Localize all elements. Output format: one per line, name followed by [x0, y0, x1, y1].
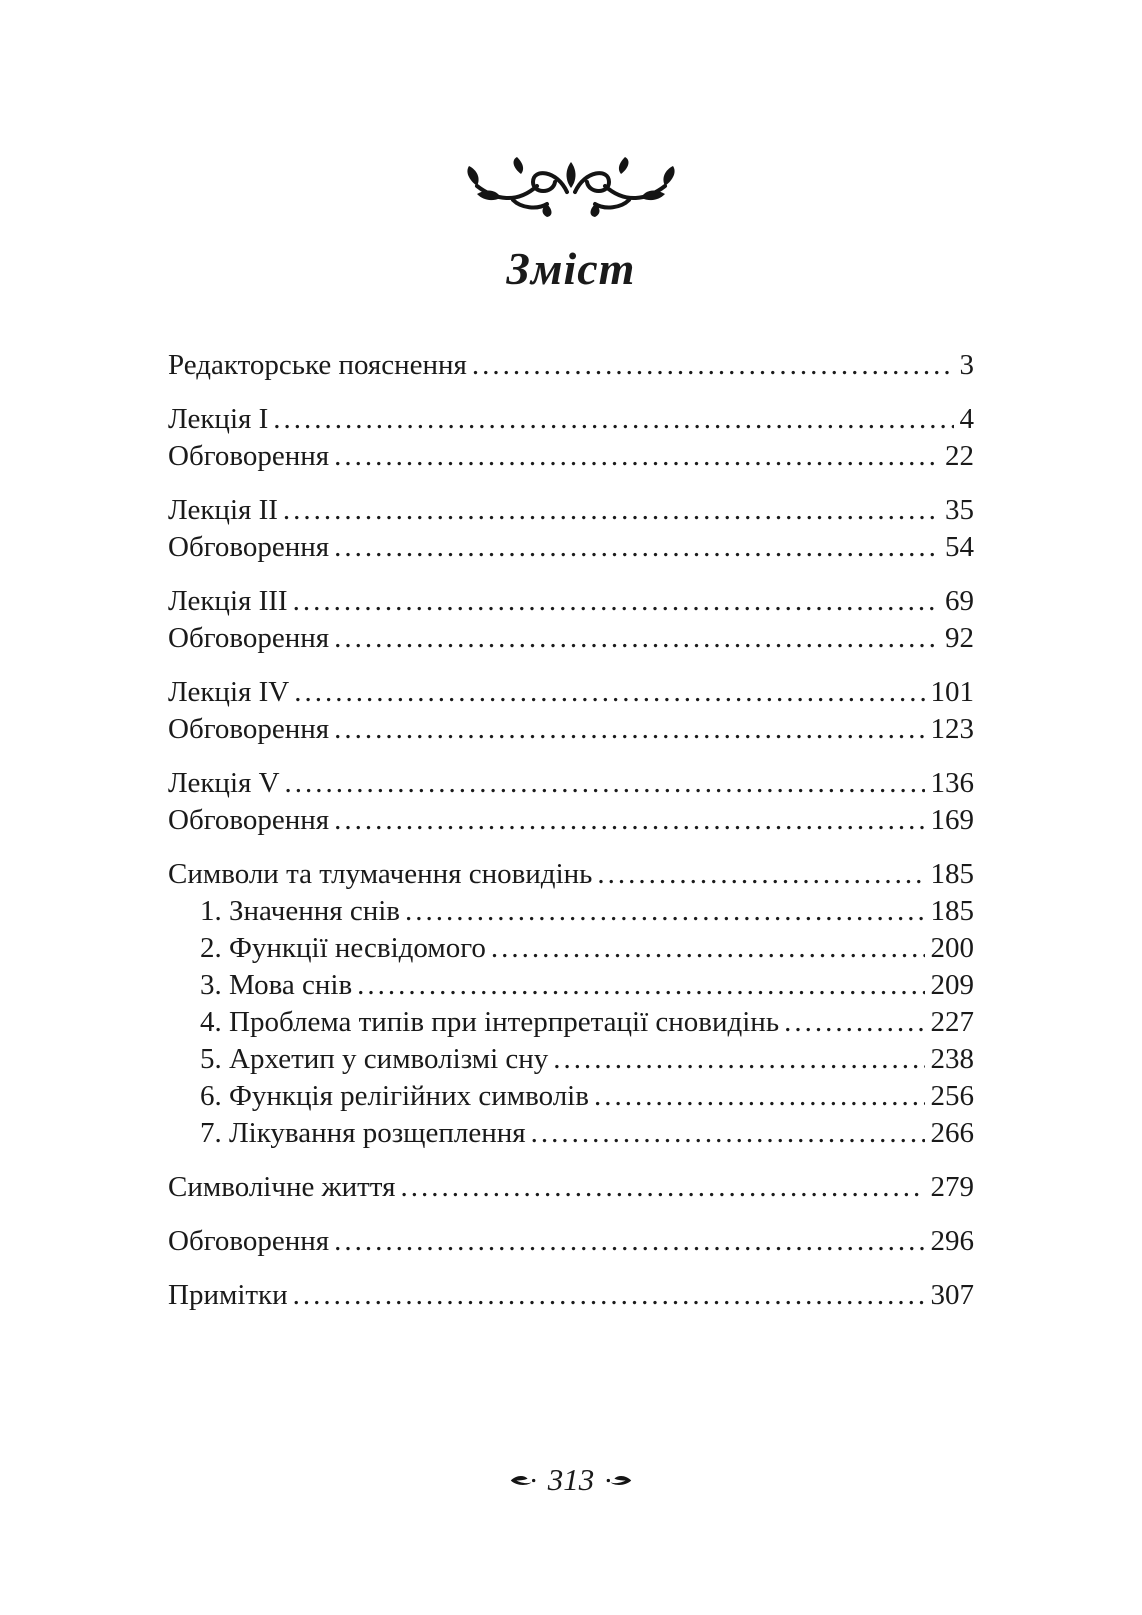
toc-entry-label: Символічне життя	[168, 1171, 396, 1203]
toc-entry-page: 4	[959, 403, 974, 435]
toc-leader-dots	[491, 930, 925, 967]
toc-entry-page: 123	[930, 713, 974, 745]
toc-entry-label: 3. Мова снів	[200, 969, 353, 1001]
toc-entry-page: 22	[945, 440, 974, 472]
toc-entry-label: Лекція V	[168, 767, 280, 799]
toc-entry-label: Обговорення	[168, 804, 330, 836]
toc-leader-dots	[357, 967, 924, 1004]
toc-entry	[168, 1115, 974, 1152]
toc-entry-label: 4. Проблема типів при інтерпретації сновидінь	[200, 1006, 780, 1038]
toc-entry-page: 307	[930, 1279, 974, 1311]
toc-leader-dots	[334, 802, 924, 839]
toc-entry-label: 1. Значення снів	[200, 895, 400, 927]
toc-entry	[168, 529, 974, 566]
toc-entry-page: 101	[930, 676, 974, 708]
toc-entry-label: Обговорення	[168, 440, 330, 472]
toc-leader-dots	[472, 347, 954, 384]
toc-entry-label: Лекція III	[168, 585, 288, 617]
top-ornament	[0, 0, 1142, 218]
toc-entry-page: 69	[945, 585, 974, 617]
toc-entry-page: 279	[930, 1171, 974, 1203]
toc-entry	[168, 583, 974, 620]
toc-leader-dots	[594, 1078, 925, 1115]
toc-entry	[168, 492, 974, 529]
page-title: Зміст	[506, 243, 636, 294]
toc-leader-dots	[293, 583, 939, 620]
toc-entry-label: Редакторське пояснення	[168, 349, 467, 381]
toc-entry-label: Обговорення	[168, 622, 330, 654]
toc-entry-page: 256	[930, 1080, 974, 1112]
toc-entry-page: 185	[930, 858, 974, 890]
toc-entry-page: 200	[930, 932, 974, 964]
toc-entry	[168, 620, 974, 657]
footer-flourish-right-icon	[606, 1473, 634, 1488]
toc-entry	[168, 347, 974, 384]
toc-entry-label: 5. Архетип у символізмі сну	[200, 1043, 549, 1075]
toc-entry-label: Обговорення	[168, 1225, 330, 1257]
toc-entry-label: Лекція I	[168, 403, 269, 435]
toc-leader-dots	[784, 1004, 924, 1041]
toc-entry	[168, 401, 974, 438]
page-footer	[0, 1462, 1142, 1498]
footer-page-number: 313	[547, 1462, 595, 1497]
toc-entry-page: 3	[959, 349, 974, 381]
toc-entry	[168, 438, 974, 475]
toc-entry	[168, 930, 974, 967]
toc-entry-page: 185	[930, 895, 974, 927]
toc-leader-dots	[553, 1041, 924, 1078]
toc-entry	[168, 1078, 974, 1115]
toc-entry-label: 6. Функція релігійних символів	[200, 1080, 589, 1112]
toc-leader-dots	[334, 1223, 924, 1260]
toc-entry-page: 227	[930, 1006, 974, 1038]
table-of-contents	[168, 347, 974, 1314]
toc-leader-dots	[334, 438, 939, 475]
toc-entry-label: Обговорення	[168, 713, 330, 745]
toc-entry-page: 266	[930, 1117, 974, 1149]
toc-entry	[168, 1004, 974, 1041]
toc-entry	[168, 856, 974, 893]
toc-entry-page: 238	[930, 1043, 974, 1075]
toc-entry-page: 169	[930, 804, 974, 836]
toc-entry	[168, 802, 974, 839]
toc-leader-dots	[294, 674, 924, 711]
toc-entry-label: Символи та тлумачення сновидінь	[168, 858, 593, 890]
toc-leader-dots	[334, 711, 924, 748]
toc-entry-label: Лекція II	[168, 494, 278, 526]
toc-entry-label: 2. Функції несвідомого	[200, 932, 486, 964]
toc-entry-page: 54	[945, 531, 974, 563]
toc-entry	[168, 1277, 974, 1314]
toc-entry	[168, 1041, 974, 1078]
toc-entry	[168, 893, 974, 930]
footer-flourish-left-icon	[508, 1473, 536, 1488]
toc-entry	[168, 1169, 974, 1206]
toc-entry	[168, 1223, 974, 1260]
toc-entry-label: 7. Лікування розщеплення	[200, 1117, 526, 1149]
toc-entry-label: Примітки	[168, 1279, 288, 1311]
toc-entry-page: 136	[930, 767, 974, 799]
toc-entry	[168, 967, 974, 1004]
toc-entry-page: 92	[945, 622, 974, 654]
toc-leader-dots	[531, 1115, 925, 1152]
toc-entry-label: Обговорення	[168, 531, 330, 563]
toc-leader-dots	[285, 765, 925, 802]
toc-entry-page: 35	[945, 494, 974, 526]
toc-entry-label: Лекція IV	[168, 676, 290, 708]
toc-leader-dots	[405, 893, 925, 930]
toc-entry-page: 209	[930, 969, 974, 1001]
toc-leader-dots	[283, 492, 939, 529]
toc-leader-dots	[597, 856, 924, 893]
toc-entry-page: 296	[930, 1225, 974, 1257]
toc-leader-dots	[334, 529, 939, 566]
toc-entry	[168, 674, 974, 711]
toc-leader-dots	[273, 401, 953, 438]
toc-leader-dots	[400, 1169, 924, 1206]
toc-leader-dots	[334, 620, 939, 657]
floral-flourish-icon	[461, 156, 681, 218]
toc-entry	[168, 711, 974, 748]
toc-entry	[168, 765, 974, 802]
toc-leader-dots	[293, 1277, 925, 1314]
